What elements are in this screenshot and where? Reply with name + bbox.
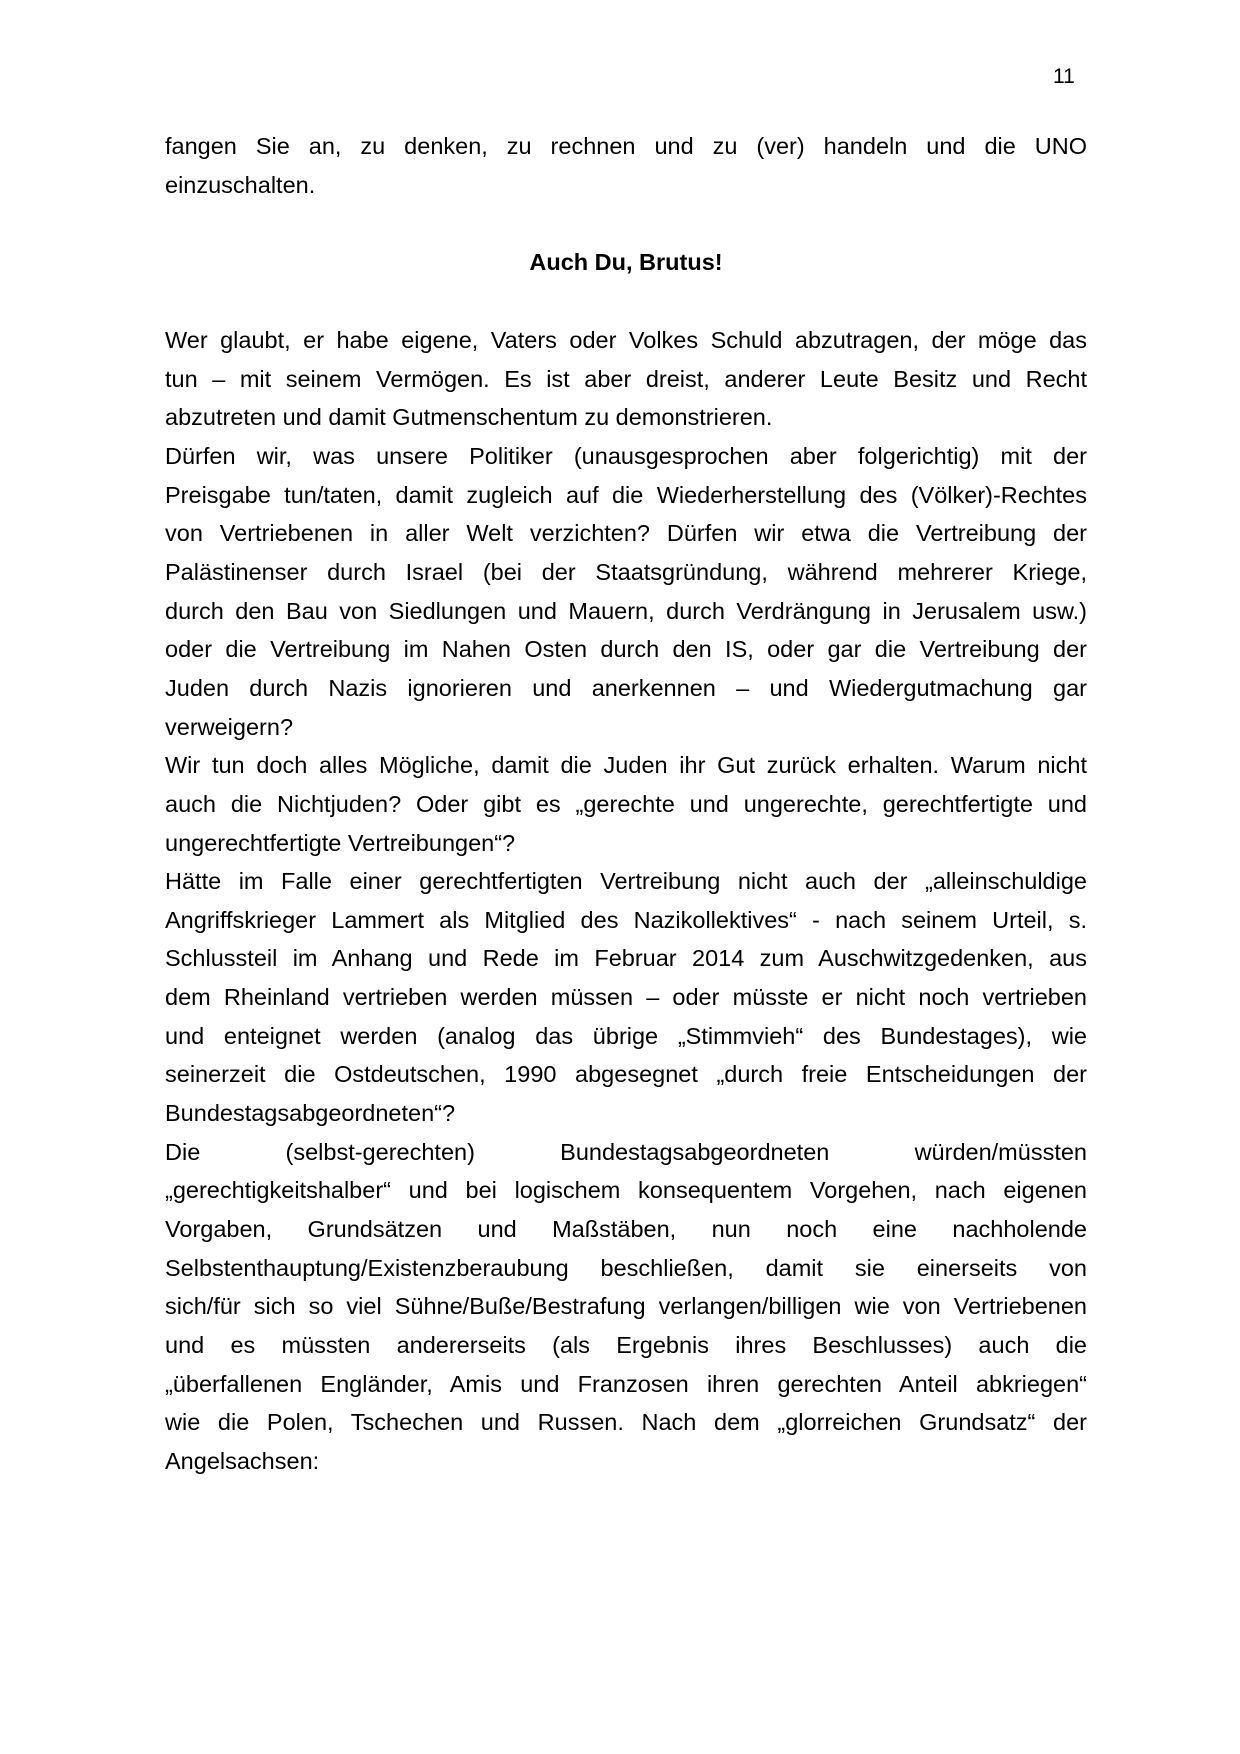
text-line: Angriffskrieger Lammert als Mitglied des Nazikollektives“ - nach seinem Urteil, s. xyxy=(165,906,1087,933)
text-line: einzuschalten. xyxy=(165,172,316,198)
text-line: dem Rheinland vertrieben werden müssen – oder müsste er nicht noch vertrieben xyxy=(165,984,1087,1010)
text-line: wie die Polen, Tschechen und Russen. Nach dem „glorreichen Grundsatz“ der xyxy=(165,1409,1087,1436)
text-line: auch die Nichtjuden? Oder gibt es „gerechte und ungerechte, gerechtfertigte und xyxy=(165,790,1087,817)
text-line: verweigern? xyxy=(165,713,294,740)
text-line: Preisgabe tun/taten, damit zugleich auf die Wiederherstellung des (Völker)-Rechtes xyxy=(165,481,1087,508)
text-line: von Vertriebenen in aller Welt verzichten? Dürfen wir etwa die Vertreibung der xyxy=(165,520,1087,547)
text-line: Bundestagsabgeordneten“? xyxy=(165,1100,456,1126)
text-line: und es müssten andererseits (als Ergebnis ihres Beschlusses) auch die xyxy=(165,1331,1087,1358)
text-line: Wer glaubt, er habe eigene, Vaters oder Volkes Schuld abzutragen, der möge das xyxy=(165,327,1087,353)
text-line: und enteignet werden (analog das übrige „Stimmvieh“ des Bundestages), wie xyxy=(165,1022,1087,1049)
text-line: abzutreten und damit Gutmenschentum zu demonstrieren. xyxy=(165,404,773,431)
text-line: Selbstenthauptung/Existenzberaubung beschließen, damit sie einerseits von xyxy=(165,1254,1087,1281)
text-line: Schlussteil im Anhang und Rede im Februar 2014 zum Auschwitzgedenken, aus xyxy=(165,945,1087,972)
text-line: Wir tun doch alles Mögliche, damit die Juden ihr Gut zurück erhalten. Warum nicht xyxy=(165,752,1087,779)
text-line: durch den Bau von Siedlungen und Mauern, durch Verdrängung in Jerusalem usw.) xyxy=(165,597,1087,624)
text-line: Hätte im Falle einer gerechtfertigten Vertreibung nicht auch der „alleinschuldige xyxy=(165,868,1087,895)
text-line: tun – mit seinem Vermögen. Es ist aber dreist, anderer Leute Besitz und Recht xyxy=(165,365,1087,392)
text-line: Juden durch Nazis ignorieren und anerkennen – und Wiedergutmachung gar xyxy=(165,674,1087,701)
text-line: Angelsachsen: xyxy=(165,1447,320,1474)
text-line: seinerzeit die Ostdeutschen, 1990 abgesegnet „durch freie Entscheidungen der xyxy=(165,1061,1087,1088)
text-line: „überfallenen Engländer, Amis und Franzosen ihren gerechten Anteil abkriegen“ xyxy=(165,1370,1087,1397)
text-line: oder die Vertreibung im Nahen Osten durch den IS, oder gar die Vertreibung der xyxy=(165,636,1087,663)
text-line: Die (selbst-gerechten) Bundestagsabgeordneten würden/müssten xyxy=(165,1138,1087,1165)
text-line: fangen Sie an, zu denken, zu rechnen und zu (ver) handeln und die UNO xyxy=(165,133,1087,159)
text-line: „gerechtigkeitshalber“ und bei logischem konsequentem Vorgehen, nach eigenen xyxy=(165,1177,1087,1204)
section-heading: Auch Du, Brutus! xyxy=(529,249,723,275)
text-line: Dürfen wir, was unsere Politiker (unausgesprochen aber folgerichtig) mit der xyxy=(165,442,1087,469)
text-line: Vorgaben, Grundsätzen und Maßstäben, nun noch eine nachholende xyxy=(165,1215,1087,1242)
text-line: sich/für sich so viel Sühne/Buße/Bestrafung verlangen/billigen wie von Vertriebenen xyxy=(165,1293,1087,1320)
page-number: 11 xyxy=(1053,65,1075,88)
text-line: ungerechtfertigte Vertreibungen“? xyxy=(165,829,516,856)
text-line: Palästinenser durch Israel (bei der Staatsgründung, während mehrerer Kriege, xyxy=(165,558,1087,585)
